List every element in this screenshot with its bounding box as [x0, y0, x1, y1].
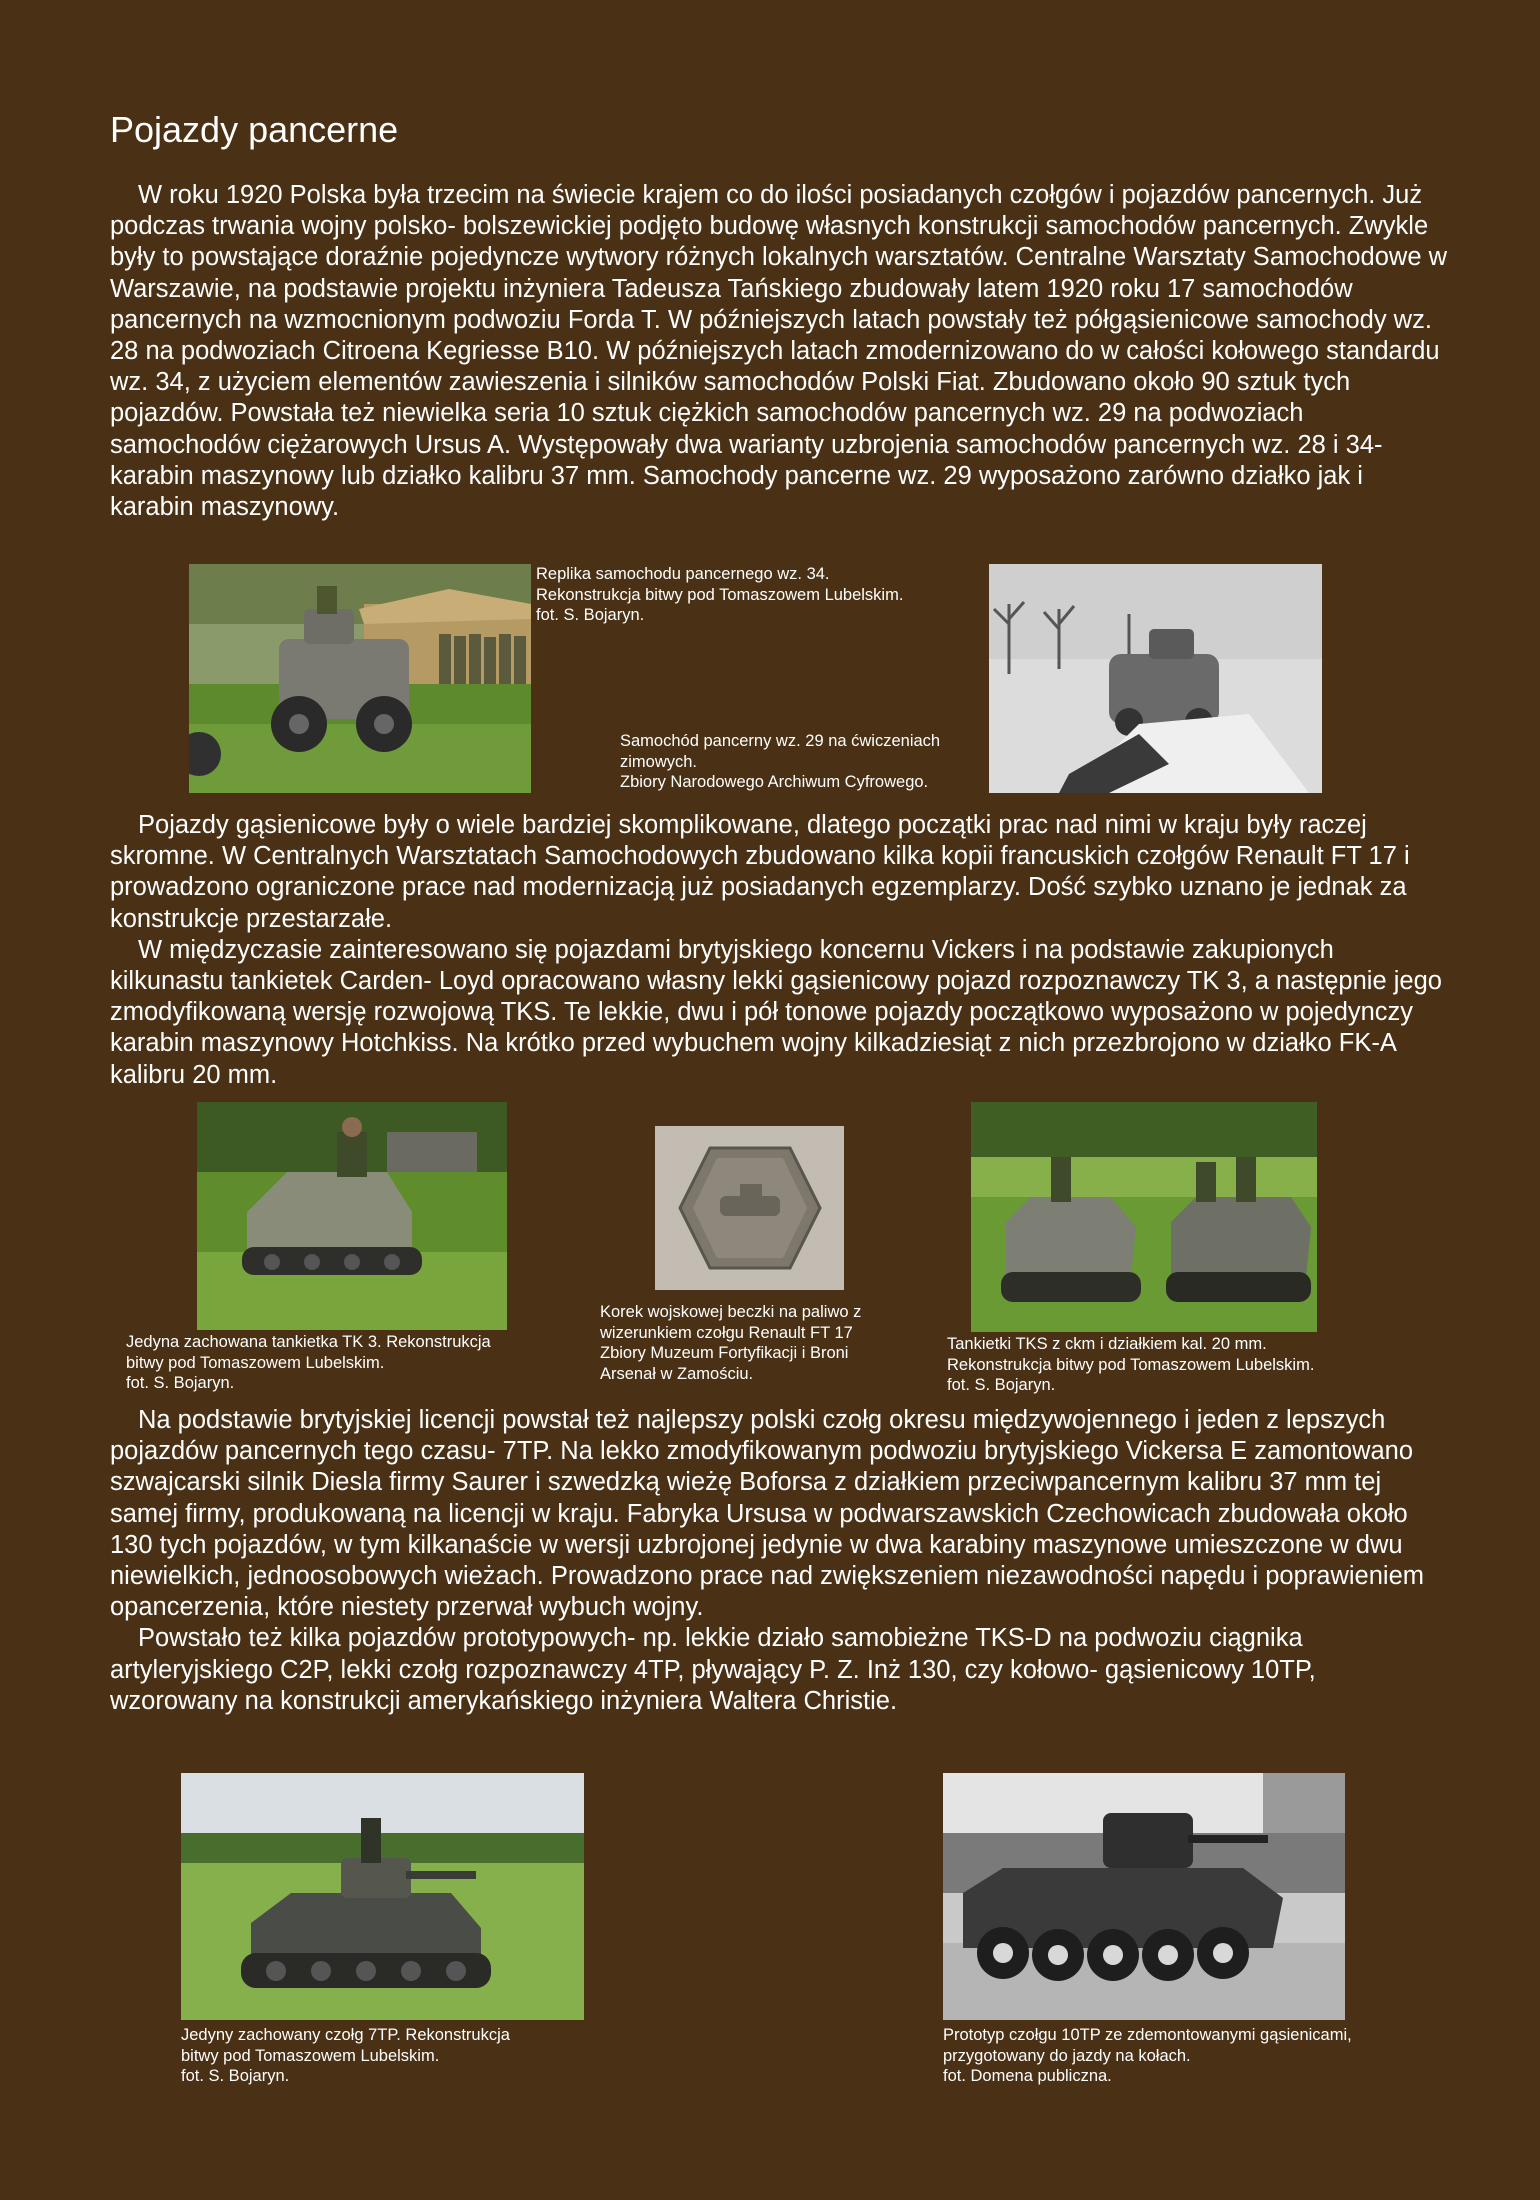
caption-10tp: Prototyp czołgu 10TP ze zdemontowanymi gąsienicami, przygotowany do jazdy na kołach. fot. Domena publiczna.: [943, 2026, 1352, 2085]
paragraph: Powstało też kilka pojazdów prototypowych- np. lekkie działo samobieżne TKS-D na podwoziu ciągnika artyleryjskiego C2P, lekki czołg rozpoznawczy 4TP, pływający P. Z. Inż 130, czy kołowo- gąsienicowy 10TP, wzorowany na konstrukcji amerykańskiego inżyniera Waltera Christie.: [110, 1624, 1316, 1715]
text-block-7tp: [110, 1405, 1450, 1717]
paragraph: W międzyczasie zainteresowano się pojazdami brytyjskiego koncernu Vickers i na podstawie zakupionych kilkunastu tankietek Carden- Loyd opracowano własny lekki gąsienicowy pojazd rozpoznawczy TK 3, a następnie jego zmodyfikowaną wersję rozwojową TKS. Te lekkie, dwu i pół tonowe pojazdy początkowo wyposażono w pojedynczy karabin maszynowy Hotchkiss. Na krótko przed wybuchem wojny kilkadziesiąt z nich przezbrojono w działko FK-A kalibru 20 mm.: [110, 935, 1442, 1089]
photo-tk3: [197, 1102, 507, 1330]
caption-7tp: Jedyny zachowany czołg 7TP. Rekonstrukcja bitwy pod Tomaszowem Lubelskim. fot. S. Bojaryn.: [181, 2026, 510, 2085]
caption-wz34: Replika samochodu pancernego wz. 34. Rekonstrukcja bitwy pod Tomaszowem Lubelskim. fot. S. Bojaryn.: [536, 565, 904, 624]
paragraph: W roku 1920 Polska była trzecim na świecie krajem co do ilości posiadanych czołgów i pojazdów pancernych. Już podczas trwania wojny polsko- bolszewickiej podjęto budowę własnych konstrukcji samochodów pancernych. Zwykle były to powstające doraźnie pojedyncze wytwory różnych lokalnych warsztatów. Centralne Warsztaty Samochodowe w Warszawie, na podstawie projektu inżyniera Tadeusza Tańskiego zbudowały latem 1920 roku 17 samochodów pancernych na wzmocnionym podwoziu Forda T. W późniejszych latach powstały też półgąsienicowe samochody wz. 28 na podwoziach Citroena Kegriesse B10. W późniejszych latach zmodernizowano do w całości kołowego standardu wz. 34, z użyciem elementów zawieszenia i silników samochodów Polski Fiat. Zbudowano około 90 sztuk tych pojazdów. Powstała też niewielka seria 10 sztuk ciężkich samochodów pancernych wz. 29 na podwoziach samochodów ciężarowych Ursus A. Występowały dwa warianty uzbrojenia samochodów pancernych wz. 28 i 34- karabin maszynowy lub działko kalibru 37 mm. Samochody pancerne wz. 29 wyposażono zarówno działko jak i karabin maszynowy.: [110, 181, 1447, 522]
page-title: Pojazdy pancerne: [110, 109, 399, 150]
caption-fuel-cap: Korek wojskowej beczki na paliwo z wizerunkiem czołgu Renault FT 17 Zbiory Muzeum Fortyfikacji i Broni Arsenał w Zamościu.: [600, 1303, 862, 1383]
caption-tks: Tankietki TKS z ckm i działkiem kal. 20 mm. Rekonstrukcja bitwy pod Tomaszowem Lubelskim. fot. S. Bojaryn.: [947, 1335, 1315, 1394]
caption-tk3: Jedyna zachowana tankietka TK 3. Rekonstrukcja bitwy pod Tomaszowem Lubelskim. fot. S. Bojaryn.: [126, 1333, 491, 1392]
photo-wz29-winter: [989, 564, 1322, 793]
caption-wz29: Samochód pancerny wz. 29 na ćwiczeniach zimowych. Zbiory Narodowego Archiwum Cyfrowego.: [620, 732, 941, 791]
text-block-armored-cars: [110, 180, 1450, 523]
photo-10tp: [943, 1773, 1345, 2020]
photo-fuel-cap: [655, 1126, 844, 1290]
paragraph: Pojazdy gąsienicowe były o wiele bardziej skomplikowane, dlatego początki prac nad nimi w kraju były raczej skromne. W Centralnych Warsztatach Samochodowych zbudowano kilka kopii francuskich czołgów Renault FT 17 i prowadzono ograniczone prace nad modernizacją już posiadanych egzemplarzy. Dość szybko uznano je jednak za konstrukcje przestarzałe.: [110, 811, 1410, 933]
text-block-tracked-vehicles: [110, 810, 1450, 1091]
photo-7tp: [181, 1773, 584, 2020]
paragraph: Na podstawie brytyjskiej licencji powstał też najlepszy polski czołg okresu międzywojennego i jeden z lepszych pojazdów pancernych tego czasu- 7TP. Na lekko zmodyfikowanym podwoziu brytyjskiego Vickersa E zamontowano szwajcarski silnik Diesla firmy Saurer i szwedzką wieżę Boforsa z działkiem przeciwpancernym kalibru 37 mm tej samej firmy, produkowaną na licencji w kraju. Fabryka Ursusa w podwarszawskich Czechowicach zbudowała około 130 tych pojazdów, w tym kilkanaście w wersji uzbrojonej jedynie w dwa karabiny maszynowe umieszczone w dwu niewielkich, jednoosobowych wieżach. Prowadzono prace nad zwiększeniem niezawodności napędu i poprawieniem opancerzenia, które niestety przerwał wybuch wojny.: [110, 1406, 1424, 1622]
photo-wz34-replica: [189, 564, 531, 793]
photo-tks: [971, 1102, 1317, 1332]
